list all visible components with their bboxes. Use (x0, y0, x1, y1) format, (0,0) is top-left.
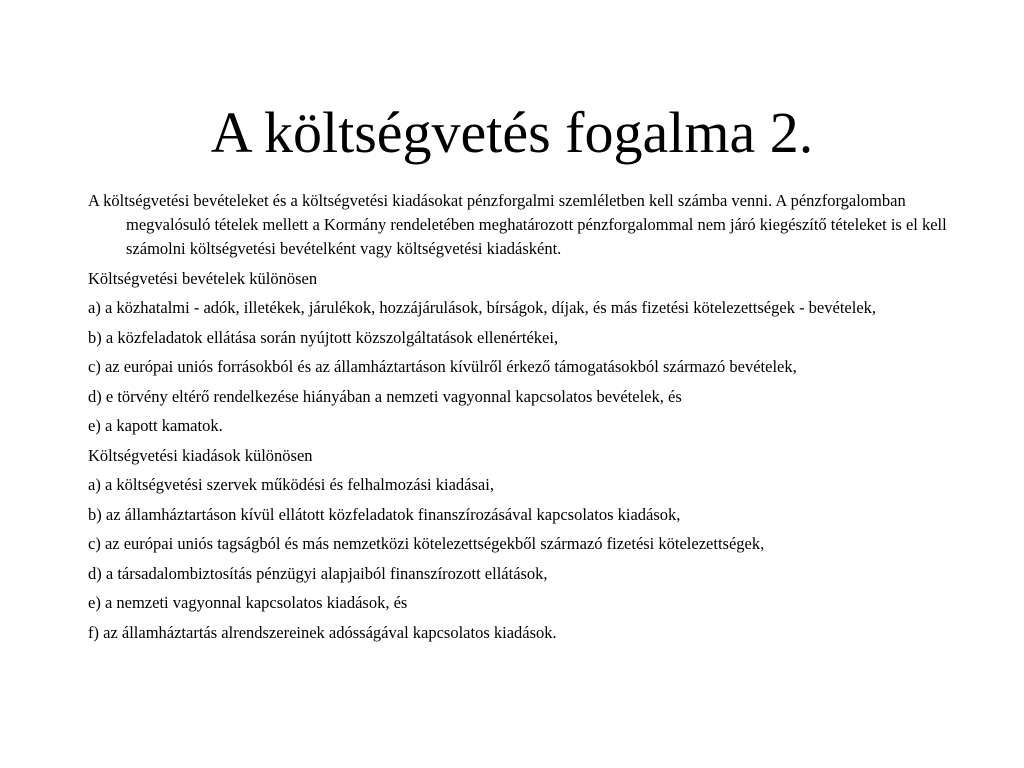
revenue-item-e: e) a kapott kamatok. (88, 416, 223, 435)
revenue-item-c: c) az európai uniós forrásokból és az államháztartáson kívülről érkező támogatásokból származó bevételek, (88, 357, 797, 376)
slide-body (88, 189, 948, 650)
heading-revenues: Költségvetési bevételek különösen (88, 268, 318, 288)
revenue-item-d: d) e törvény eltérő rendelkezése hiányában a nemzeti vagyonnal kapcsolatos bevételek, és (88, 386, 682, 406)
expenditure-item-f: f) az államháztartás alrendszereinek adósságával kapcsolatos kiadások. (88, 622, 557, 642)
revenue-item-b: b) a közfeladatok ellátása során nyújtott közszolgáltatások ellenértékei, (88, 327, 559, 347)
slide-title: A költségvetés fogalma 2. (210, 100, 814, 165)
expenditure-item-b: b) az államháztartáson kívül ellátott közfeladatok finanszírozásával kapcsolatos kiadások, (88, 504, 681, 524)
expenditure-item-c: c) az európai uniós tagságból és más nemzetközi kötelezettségekből származó fizetési kötelezettségek, (88, 534, 765, 553)
expenditure-item-a: a) a költségvetési szervek működési és felhalmozási kiadásai, (88, 475, 494, 494)
expenditure-item-e: e) a nemzeti vagyonnal kapcsolatos kiadások, és (88, 593, 408, 612)
revenue-item-a: a) a közhatalmi - adók, illetékek, járulékok, hozzájárulások, bírságok, díjak, és más fizetési kötelezettségek - bevételek, (88, 298, 877, 317)
paragraph-intro: A költségvetési bevételeket és a költségvetési kiadásokat pénzforgalmi szemléletben kell számba venni. A pénzforgalomban megvalósuló tételek mellett a Kormány rendeletében meghatározott pénzforgalommal nem járó kiegészítő tételeket is el kell számolni költségvetési bevételként vagy költségvetési kiadásként. (88, 191, 947, 258)
expenditure-item-d: d) a társadalombiztosítás pénzügyi alapjaiból finanszírozott ellátások, (88, 563, 548, 583)
heading-expenditures: Költségvetési kiadások különösen (88, 445, 313, 465)
